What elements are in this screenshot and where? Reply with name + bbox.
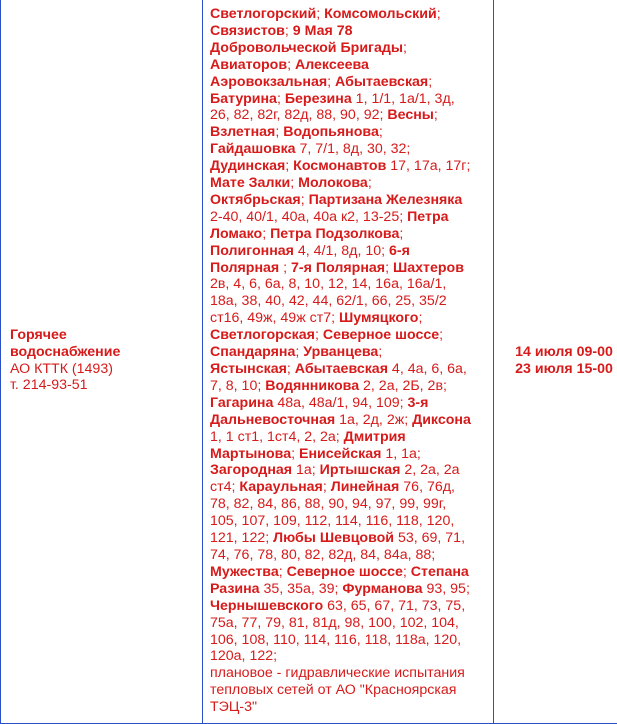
address-line	[210, 615, 487, 632]
house-numbers: ;	[279, 564, 287, 580]
house-numbers: 93, 95;	[423, 581, 470, 597]
street-name: Светлогорский	[210, 6, 316, 22]
note-line-3: ТЭЦ-3"	[210, 699, 487, 716]
street-name: Ломако	[210, 226, 262, 242]
street-name: 9 Мая 78	[293, 23, 353, 39]
house-numbers: 4, 4/1, 8д, 10;	[294, 243, 389, 259]
house-numbers: ;	[262, 226, 270, 242]
address-line	[210, 310, 487, 327]
address-line	[210, 226, 487, 243]
house-numbers: ;	[378, 344, 382, 360]
street-name: Дудинская	[210, 158, 285, 174]
street-name: Иртышская	[320, 462, 401, 478]
house-numbers: ст16, 49ж, 49ж ст7;	[210, 310, 339, 326]
address-line	[210, 496, 487, 513]
street-name: Связистов	[210, 23, 285, 39]
address-list	[210, 6, 487, 665]
house-numbers: 2-40, 40/1, 40а, 40а к2, 13-25;	[210, 209, 407, 225]
street-name: Северное шоссе	[287, 564, 403, 580]
house-numbers: 1, 1/1, 1а/1, 3д,	[352, 91, 455, 107]
service-cell	[1, 0, 203, 724]
house-numbers: 63, 65, 67, 71, 73, 75,	[323, 598, 465, 614]
house-numbers: 18а, 38, 40, 42, 44, 62/1, 66, 25, 35/2	[210, 293, 447, 309]
end-time: 23 июля 15-00	[498, 361, 617, 378]
note-line-1: плановое - гидравлические испытания	[210, 665, 487, 682]
street-name: Полярная	[210, 260, 279, 276]
house-numbers: ;	[418, 310, 422, 326]
street-name: Светлогорская	[210, 327, 315, 343]
street-name: 7-я Полярная	[291, 260, 385, 276]
street-name: Березина	[285, 91, 352, 107]
street-name: Шахтеров	[393, 260, 464, 276]
address-line	[210, 462, 487, 479]
address-line	[210, 564, 487, 581]
street-name: Енисейская	[299, 446, 381, 462]
house-numbers: ;	[403, 40, 407, 56]
address-line	[210, 40, 487, 57]
address-line	[210, 446, 487, 463]
address-line	[210, 429, 487, 446]
house-numbers: ;	[291, 446, 299, 462]
street-name: Северное шоссе	[323, 327, 439, 343]
street-name: 6-я	[389, 243, 410, 259]
address-line	[210, 648, 487, 665]
house-numbers: 48а, 48а/1, 94, 109;	[273, 395, 407, 411]
street-name: Ястынская	[210, 361, 287, 377]
street-name: 3-я	[408, 395, 429, 411]
address-line	[210, 293, 487, 310]
address-line	[210, 74, 487, 91]
street-name: Космонавтов	[293, 158, 386, 174]
service-organization: АО КТТК (1493)	[10, 361, 194, 378]
street-name: Гагарина	[210, 395, 273, 411]
street-name: Гайдашовка	[210, 141, 296, 157]
house-numbers: 1, 1 ст1, 1ст4, 2, 2а;	[210, 429, 344, 445]
address-line	[210, 23, 487, 40]
street-name: Алексеева	[295, 57, 369, 73]
street-name: Аэровокзальная	[210, 74, 327, 90]
table-row	[1, 0, 617, 724]
house-numbers: 7, 7/1, 8д, 30, 32;	[296, 141, 411, 157]
house-numbers: 78, 82, 84, 86, 88, 90, 94, 97, 99, 99г,	[210, 496, 446, 512]
house-numbers: 106, 108, 110, 114, 116, 118, 118а, 120,	[210, 632, 461, 648]
street-name: Батурина	[210, 91, 277, 107]
street-name: Разина	[210, 581, 260, 597]
street-name: Урванцева	[303, 344, 378, 360]
house-numbers: 2, 2а, 2Б, 2в;	[359, 378, 447, 394]
house-numbers: ;	[315, 327, 323, 343]
address-line	[210, 344, 487, 361]
house-numbers: ;	[434, 107, 438, 123]
house-numbers: ;	[275, 124, 283, 140]
address-line	[210, 598, 487, 615]
house-numbers: 1а, 2д, 2ж;	[335, 412, 412, 428]
address-line	[210, 175, 487, 192]
address-line	[210, 530, 487, 547]
address-line	[210, 141, 487, 158]
address-line	[210, 6, 487, 23]
street-name: Молокова	[298, 175, 368, 191]
house-numbers: ст4;	[210, 479, 239, 495]
house-numbers: ;	[368, 175, 372, 191]
address-line	[210, 260, 487, 277]
address-line	[210, 479, 487, 496]
address-line	[210, 547, 487, 564]
house-numbers: ;	[379, 124, 383, 140]
address-line	[210, 378, 487, 395]
address-line	[210, 209, 487, 226]
street-name: Фурманова	[342, 581, 422, 597]
street-name: Чернышевского	[210, 598, 323, 614]
house-numbers: ;	[295, 344, 303, 360]
times-cell	[494, 0, 617, 724]
house-numbers: ;	[437, 6, 441, 22]
street-name: Мужества	[210, 564, 279, 580]
street-name: Весны	[387, 107, 434, 123]
start-time: 14 июля 09-00	[498, 344, 617, 361]
house-numbers: ;	[399, 226, 403, 242]
address-line	[210, 192, 487, 209]
street-name: Диксона	[412, 412, 471, 428]
address-line	[210, 632, 487, 649]
house-numbers: 1, 1а;	[381, 446, 420, 462]
house-numbers: ;	[285, 23, 293, 39]
house-numbers: 7, 8, 10;	[210, 378, 265, 394]
street-name: Абытаевская	[335, 74, 428, 90]
address-line	[210, 107, 487, 124]
house-numbers: 1а;	[292, 462, 320, 478]
street-name: Комсомольский	[324, 6, 437, 22]
street-name: Шумяцкого	[339, 310, 418, 326]
house-numbers: 105, 107, 109, 112, 114, 116, 118, 120,	[210, 513, 454, 529]
address-line	[210, 57, 487, 74]
address-line	[210, 158, 487, 175]
house-numbers: ;	[290, 175, 298, 191]
service-title-line2: водоснабжение	[10, 344, 194, 361]
house-numbers: 17, 17а, 17г;	[386, 158, 470, 174]
house-numbers: ;	[316, 6, 324, 22]
house-numbers: ;	[327, 74, 335, 90]
house-numbers: 2, 2а, 2а	[400, 462, 459, 478]
house-numbers: 121, 122;	[210, 530, 273, 546]
address-line	[210, 327, 487, 344]
street-name: Водопьянова	[283, 124, 379, 140]
address-line	[210, 243, 487, 260]
street-name: Партизана Железняка	[309, 192, 463, 208]
address-line	[210, 124, 487, 141]
house-numbers: 2в, 4, 6, 6а, 8, 10, 12, 14, 16а, 16а/1,	[210, 276, 446, 292]
house-numbers: 35, 35а, 39;	[260, 581, 343, 597]
street-name: Петра Подзолкова	[270, 226, 399, 242]
house-numbers: 26, 82, 82г, 82д, 88, 90, 92;	[210, 107, 387, 123]
address-line	[210, 412, 487, 429]
address-line	[210, 361, 487, 378]
street-name: Степана	[411, 564, 469, 580]
house-numbers: 53, 69, 71,	[394, 530, 465, 546]
house-numbers: ;	[287, 361, 295, 377]
house-numbers: ;	[277, 91, 285, 107]
address-line	[210, 581, 487, 598]
street-name: Октябрьская	[210, 192, 301, 208]
house-numbers: ;	[428, 74, 432, 90]
street-name: Спандаряна	[210, 344, 295, 360]
house-numbers: ;	[279, 260, 291, 276]
house-numbers: 4, 4а, 6, 6а,	[388, 361, 467, 377]
note-line-2: тепловых сетей от АО "Красноярская	[210, 682, 487, 699]
street-name: Линейная	[331, 479, 400, 495]
house-numbers: 120а, 122;	[210, 648, 277, 664]
street-name: Абытаевская	[295, 361, 388, 377]
address-line	[210, 395, 487, 412]
street-name: Любы Шевцовой	[273, 530, 394, 546]
street-name: Полигонная	[210, 243, 294, 259]
street-name: Загородная	[210, 462, 292, 478]
service-phone: т. 214-93-51	[10, 377, 194, 394]
service-title-line1: Горячее	[10, 327, 194, 344]
street-name: Петра	[407, 209, 448, 225]
house-numbers: ;	[285, 158, 293, 174]
house-numbers: ;	[301, 192, 309, 208]
house-numbers: ;	[287, 57, 295, 73]
street-name: Мартынова	[210, 446, 291, 462]
house-numbers: 74, 76, 78, 80, 82, 82д, 84, 84а, 88;	[210, 547, 435, 563]
street-name: Дальневосточная	[210, 412, 335, 428]
street-name: Добровольческой Бригады	[210, 40, 403, 56]
addresses-cell	[203, 0, 494, 724]
house-numbers: ;	[323, 479, 331, 495]
house-numbers: 75а, 77, 79, 81, 81д, 98, 100, 102, 104,	[210, 615, 459, 631]
address-line	[210, 91, 487, 108]
street-name: Дмитрия	[344, 429, 406, 445]
street-name: Авиаторов	[210, 57, 287, 73]
address-line	[210, 276, 487, 293]
street-name: Водянникова	[265, 378, 359, 394]
house-numbers: ;	[385, 260, 393, 276]
house-numbers: ;	[439, 327, 443, 343]
street-name: Караульная	[239, 479, 322, 495]
street-name: Мате Залки	[210, 175, 290, 191]
house-numbers: ;	[403, 564, 411, 580]
address-line	[210, 513, 487, 530]
street-name: Взлетная	[210, 124, 275, 140]
house-numbers: 76, 76д,	[399, 479, 455, 495]
